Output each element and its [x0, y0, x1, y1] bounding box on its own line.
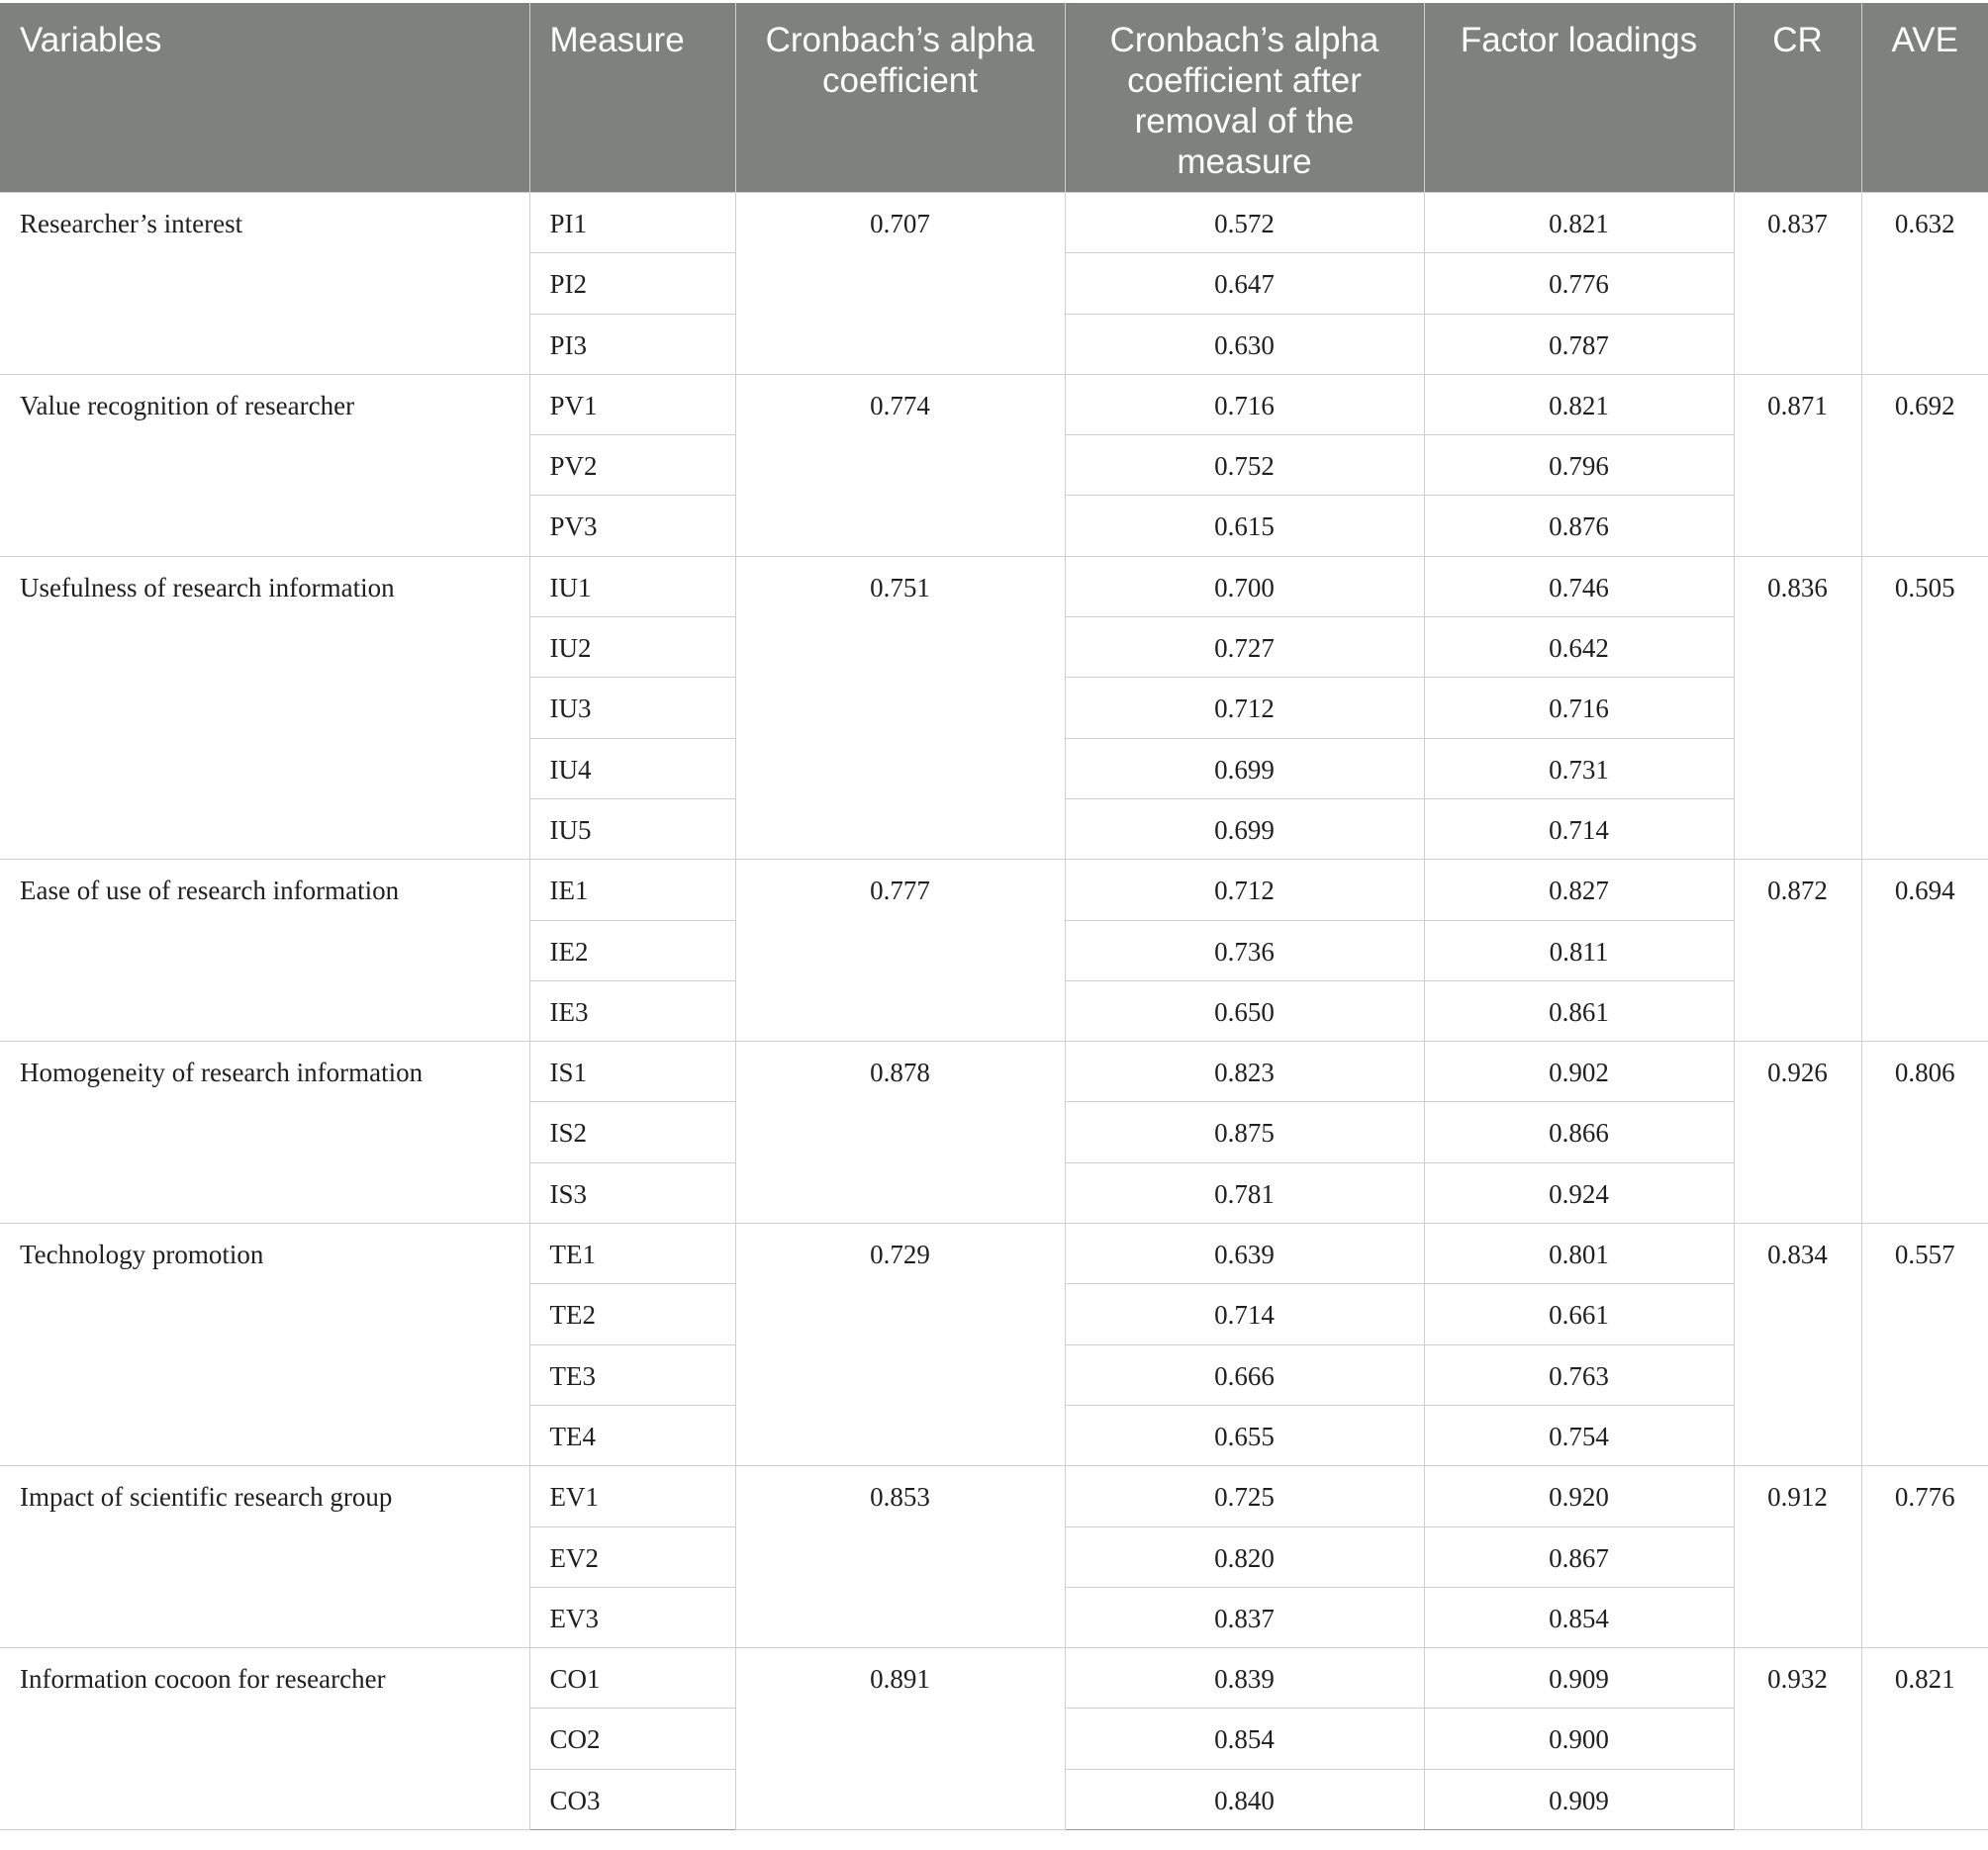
factor-loading-cell: 0.867: [1424, 1526, 1734, 1587]
alpha-removed-cell: 0.655: [1065, 1405, 1424, 1465]
measure-cell: IU5: [529, 798, 735, 859]
alpha-removed-cell: 0.639: [1065, 1224, 1424, 1284]
factor-loading-cell: 0.821: [1424, 374, 1734, 434]
measure-cell: IS3: [529, 1162, 735, 1223]
cr-cell: 0.872: [1734, 860, 1861, 1042]
alpha-removed-cell: 0.725: [1065, 1466, 1424, 1526]
cr-cell: 0.836: [1734, 556, 1861, 859]
factor-loading-cell: 0.861: [1424, 980, 1734, 1041]
cr-cell: 0.834: [1734, 1224, 1861, 1466]
alpha-removed-cell: 0.837: [1065, 1587, 1424, 1647]
alpha-removed-cell: 0.752: [1065, 435, 1424, 496]
measure-cell: TE2: [529, 1284, 735, 1344]
factor-loading-cell: 0.866: [1424, 1102, 1734, 1162]
alpha-cell: 0.878: [735, 1042, 1065, 1224]
ave-cell: 0.557: [1861, 1224, 1988, 1466]
variable-cell: Technology promotion: [0, 1224, 529, 1466]
alpha-removed-cell: 0.650: [1065, 980, 1424, 1041]
factor-loading-cell: 0.902: [1424, 1042, 1734, 1102]
cr-cell: 0.871: [1734, 374, 1861, 556]
alpha-removed-cell: 0.716: [1065, 374, 1424, 434]
factor-loading-cell: 0.821: [1424, 193, 1734, 253]
factor-loading-cell: 0.876: [1424, 496, 1734, 556]
header-row: [0, 3, 1988, 193]
variable-cell: Researcher’s interest: [0, 193, 529, 375]
ave-cell: 0.692: [1861, 374, 1988, 556]
factor-loading-cell: 0.731: [1424, 738, 1734, 798]
table-row: [0, 1042, 1988, 1102]
measure-cell: IS2: [529, 1102, 735, 1162]
alpha-cell: 0.707: [735, 193, 1065, 375]
alpha-cell: 0.777: [735, 860, 1065, 1042]
table-row: [0, 556, 1988, 616]
alpha-removed-cell: 0.839: [1065, 1648, 1424, 1709]
alpha-removed-cell: 0.630: [1065, 314, 1424, 374]
alpha-removed-cell: 0.700: [1065, 556, 1424, 616]
measure-cell: CO1: [529, 1648, 735, 1709]
cr-cell: 0.926: [1734, 1042, 1861, 1224]
ave-cell: 0.821: [1861, 1648, 1988, 1830]
measure-cell: EV2: [529, 1526, 735, 1587]
alpha-removed-cell: 0.840: [1065, 1769, 1424, 1829]
alpha-removed-cell: 0.875: [1065, 1102, 1424, 1162]
measure-cell: PV1: [529, 374, 735, 434]
header-factor-loadings: Factor loadings: [1424, 3, 1734, 193]
variable-cell: Impact of scientific research group: [0, 1466, 529, 1648]
header-measure: Measure: [529, 3, 735, 193]
factor-loading-cell: 0.900: [1424, 1709, 1734, 1769]
measure-cell: TE1: [529, 1224, 735, 1284]
table-row: [0, 1224, 1988, 1284]
measure-cell: TE4: [529, 1405, 735, 1465]
measure-cell: IU4: [529, 738, 735, 798]
variable-cell: Usefulness of research information: [0, 556, 529, 859]
factor-loading-cell: 0.909: [1424, 1648, 1734, 1709]
factor-loading-cell: 0.716: [1424, 678, 1734, 738]
factor-loading-cell: 0.920: [1424, 1466, 1734, 1526]
alpha-cell: 0.751: [735, 556, 1065, 859]
alpha-removed-cell: 0.714: [1065, 1284, 1424, 1344]
reliability-validity-table: [0, 3, 1988, 1830]
factor-loading-cell: 0.909: [1424, 1769, 1734, 1829]
alpha-removed-cell: 0.854: [1065, 1709, 1424, 1769]
table-row: [0, 193, 1988, 253]
factor-loading-cell: 0.642: [1424, 617, 1734, 678]
factor-loading-cell: 0.854: [1424, 1587, 1734, 1647]
measure-cell: IU1: [529, 556, 735, 616]
factor-loading-cell: 0.776: [1424, 253, 1734, 314]
alpha-removed-cell: 0.820: [1065, 1526, 1424, 1587]
factor-loading-cell: 0.924: [1424, 1162, 1734, 1223]
cr-cell: 0.912: [1734, 1466, 1861, 1648]
header-alpha: Cronbach’s alpha coefficient: [735, 3, 1065, 193]
alpha-removed-cell: 0.699: [1065, 798, 1424, 859]
table-row: [0, 1648, 1988, 1709]
alpha-cell: 0.774: [735, 374, 1065, 556]
measure-cell: IU2: [529, 617, 735, 678]
measure-cell: PI2: [529, 253, 735, 314]
factor-loading-cell: 0.714: [1424, 798, 1734, 859]
alpha-cell: 0.891: [735, 1648, 1065, 1830]
measure-cell: IS1: [529, 1042, 735, 1102]
factor-loading-cell: 0.811: [1424, 920, 1734, 980]
variable-cell: Ease of use of research information: [0, 860, 529, 1042]
alpha-removed-cell: 0.823: [1065, 1042, 1424, 1102]
header-cr: CR: [1734, 3, 1861, 193]
alpha-removed-cell: 0.781: [1065, 1162, 1424, 1223]
variable-cell: Information cocoon for researcher: [0, 1648, 529, 1830]
alpha-removed-cell: 0.736: [1065, 920, 1424, 980]
measure-cell: TE3: [529, 1344, 735, 1405]
measure-cell: PI3: [529, 314, 735, 374]
table-row: [0, 860, 1988, 920]
table-body: [0, 193, 1988, 1830]
alpha-removed-cell: 0.615: [1065, 496, 1424, 556]
ave-cell: 0.806: [1861, 1042, 1988, 1224]
table-header: [0, 3, 1988, 193]
table-row: [0, 374, 1988, 434]
measure-cell: IE2: [529, 920, 735, 980]
alpha-cell: 0.853: [735, 1466, 1065, 1648]
factor-loading-cell: 0.661: [1424, 1284, 1734, 1344]
variable-cell: Value recognition of researcher: [0, 374, 529, 556]
measure-cell: IE1: [529, 860, 735, 920]
ave-cell: 0.776: [1861, 1466, 1988, 1648]
measure-cell: IE3: [529, 980, 735, 1041]
cr-cell: 0.837: [1734, 193, 1861, 375]
measure-cell: EV1: [529, 1466, 735, 1526]
measure-cell: IU3: [529, 678, 735, 738]
measure-cell: CO3: [529, 1769, 735, 1829]
table-row: [0, 1466, 1988, 1526]
header-variables: Variables: [0, 3, 529, 193]
measure-cell: EV3: [529, 1587, 735, 1647]
alpha-removed-cell: 0.699: [1065, 738, 1424, 798]
measure-cell: PV3: [529, 496, 735, 556]
ave-cell: 0.694: [1861, 860, 1988, 1042]
factor-loading-cell: 0.801: [1424, 1224, 1734, 1284]
alpha-removed-cell: 0.712: [1065, 678, 1424, 738]
alpha-removed-cell: 0.727: [1065, 617, 1424, 678]
factor-loading-cell: 0.763: [1424, 1344, 1734, 1405]
factor-loading-cell: 0.827: [1424, 860, 1734, 920]
header-ave: AVE: [1861, 3, 1988, 193]
measure-cell: CO2: [529, 1709, 735, 1769]
alpha-cell: 0.729: [735, 1224, 1065, 1466]
factor-loading-cell: 0.787: [1424, 314, 1734, 374]
alpha-removed-cell: 0.666: [1065, 1344, 1424, 1405]
alpha-removed-cell: 0.647: [1065, 253, 1424, 314]
factor-loading-cell: 0.746: [1424, 556, 1734, 616]
cr-cell: 0.932: [1734, 1648, 1861, 1830]
ave-cell: 0.505: [1861, 556, 1988, 859]
measure-cell: PV2: [529, 435, 735, 496]
factor-loading-cell: 0.754: [1424, 1405, 1734, 1465]
measure-cell: PI1: [529, 193, 735, 253]
alpha-removed-cell: 0.712: [1065, 860, 1424, 920]
header-alpha-removed: Cronbach’s alpha coefficient after removal of the measure: [1065, 3, 1424, 193]
factor-loading-cell: 0.796: [1424, 435, 1734, 496]
ave-cell: 0.632: [1861, 193, 1988, 375]
variable-cell: Homogeneity of research information: [0, 1042, 529, 1224]
alpha-removed-cell: 0.572: [1065, 193, 1424, 253]
